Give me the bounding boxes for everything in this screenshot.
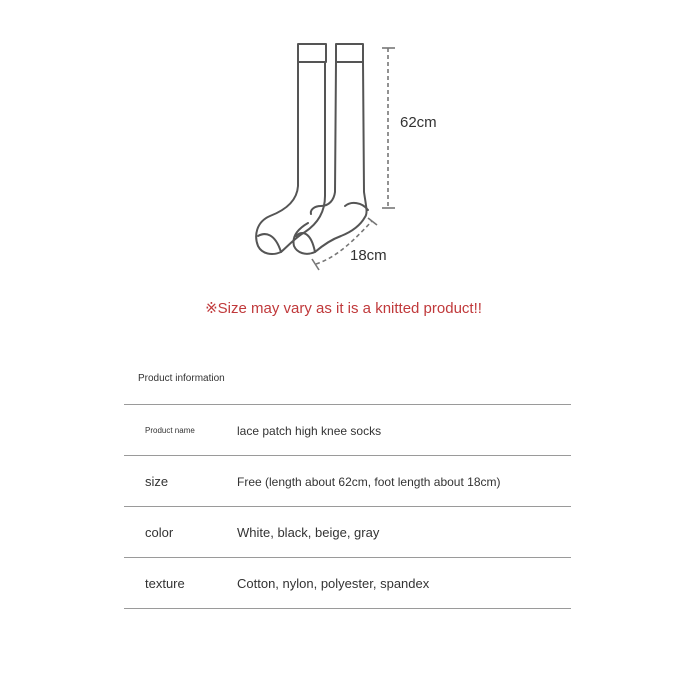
table-row [124,557,571,609]
product-info-table [124,404,571,609]
row-label: texture [145,576,185,591]
table-row [124,506,571,557]
row-value: lace patch high knee socks [237,424,382,438]
row-value: White, black, beige, gray [237,525,380,540]
row-value: Cotton, nylon, polyester, spandex [237,576,430,591]
sock-illustration [0,0,687,290]
row-value: Free (length about 62cm, foot length about 18cm) [237,475,501,489]
table-row [124,455,571,506]
front-sock-outline [294,44,367,254]
row-label: color [145,525,174,540]
size-variance-note: ※Size may vary as it is a knitted product!! [205,300,482,317]
front-sock-heel [345,203,368,210]
row-label: size [145,474,169,489]
table-row [124,404,571,455]
row-label: Product name [145,426,195,435]
back-sock-outline [256,44,326,254]
length-measure-label: 62cm [400,114,437,131]
foot-measure-label: 18cm [350,247,387,264]
section-title: Product information [138,373,225,384]
sock-size-diagram [0,0,687,290]
